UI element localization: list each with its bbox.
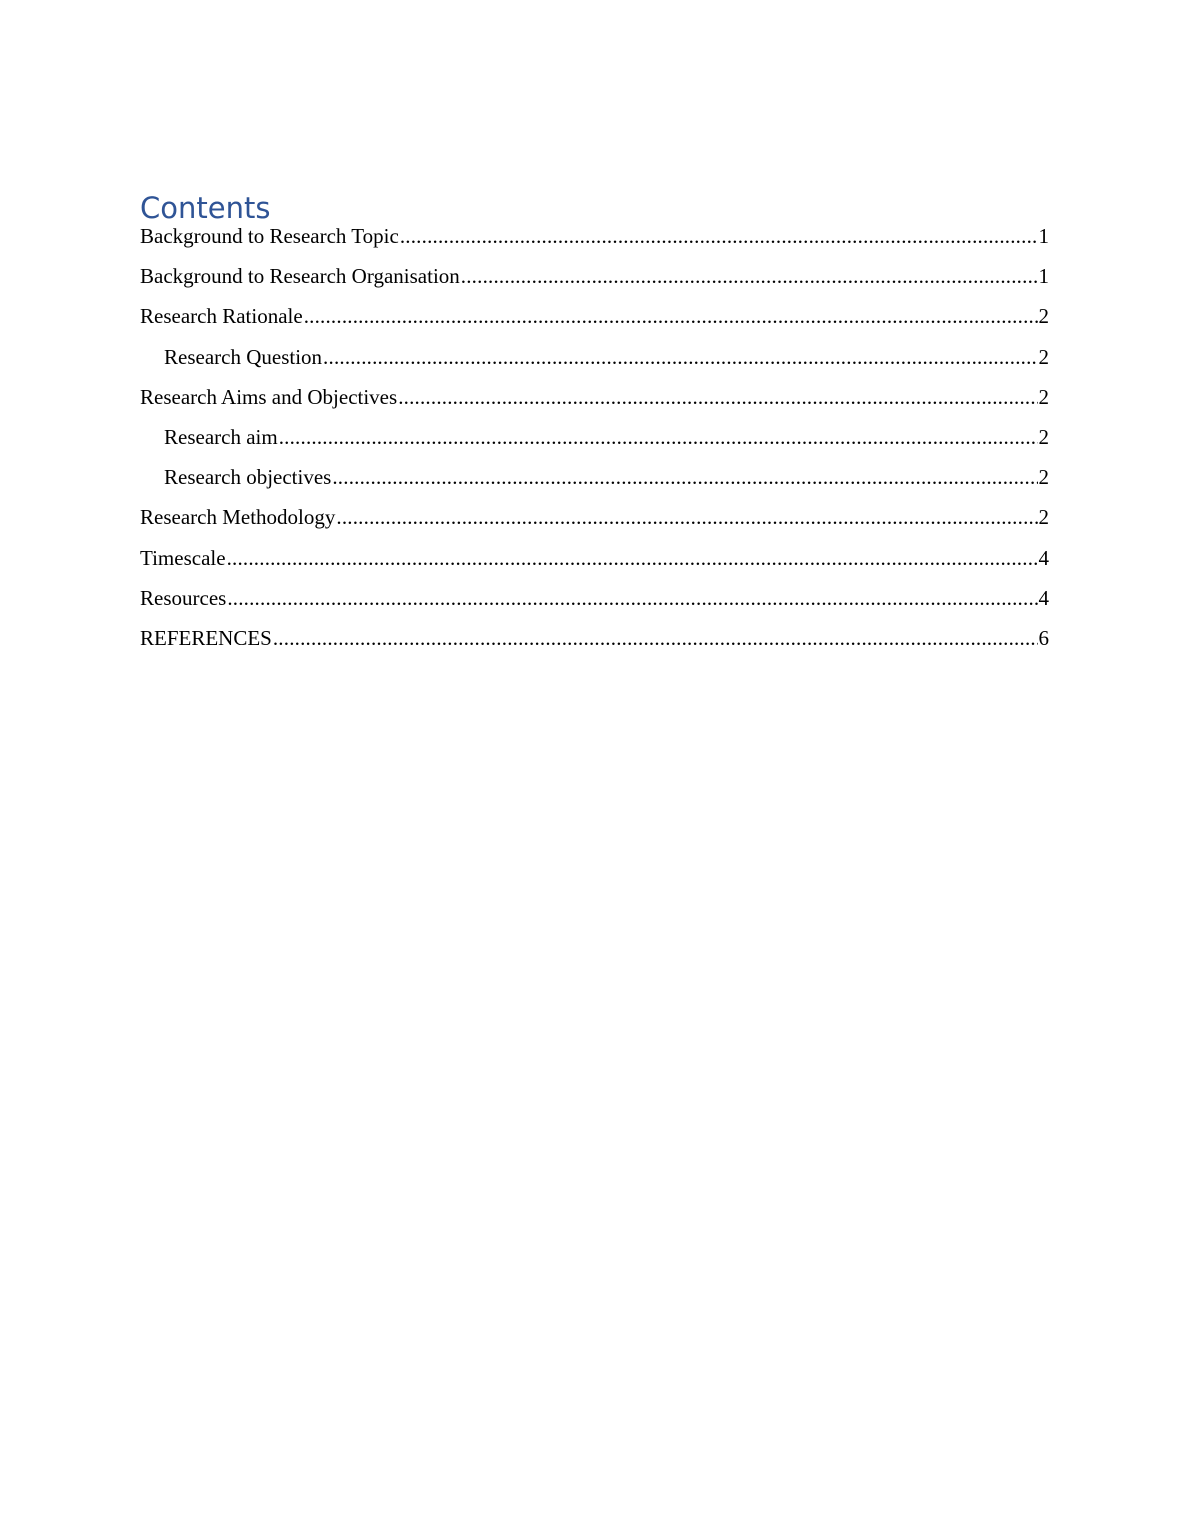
toc-entry-page-number: 4 (1038, 585, 1049, 610)
toc-title: Contents (140, 191, 271, 225)
toc-dot-leader (227, 546, 1038, 571)
toc-entry-page-number: 2 (1038, 424, 1049, 449)
toc-entry-page-number: 1 (1038, 224, 1049, 248)
toc-entry-label: Research Methodology (140, 505, 336, 530)
toc-entry-label: Research aim (164, 424, 278, 449)
toc-entry-research-objectives[interactable] (140, 465, 1049, 505)
toc-dot-leader (398, 385, 1037, 410)
toc-entry-page-number: 6 (1038, 625, 1049, 650)
toc-entry-label: Research objectives (164, 465, 332, 490)
toc-entry-label: REFERENCES (140, 625, 272, 650)
toc-dot-leader (279, 425, 1038, 450)
toc-entry-references[interactable] (140, 626, 1049, 666)
toc-entry-page-number: 2 (1038, 505, 1049, 530)
toc-dot-leader (336, 505, 1037, 530)
toc-entry-background-research-organisation[interactable] (140, 264, 1049, 304)
toc-dot-leader (227, 586, 1037, 611)
toc-dot-leader (332, 465, 1037, 490)
toc-entry-background-research-topic[interactable] (140, 224, 1049, 264)
toc-entry-label: Research Question (164, 344, 323, 369)
toc-entry-label: Background to Research Topic (140, 224, 399, 248)
toc-entry-page-number: 1 (1038, 264, 1049, 289)
toc-entry-page-number: 2 (1038, 304, 1049, 329)
toc-entry-timescale[interactable] (140, 546, 1049, 586)
toc-dot-leader (461, 264, 1038, 289)
toc-dot-leader (273, 626, 1038, 651)
toc-dot-leader (400, 224, 1038, 249)
toc-entry-research-question[interactable] (140, 345, 1049, 385)
toc-entry-research-aim[interactable] (140, 425, 1049, 465)
toc-entry-label: Research Rationale (140, 304, 303, 329)
toc-entry-label: Research Aims and Objectives (140, 384, 398, 409)
toc-entry-research-aims-objectives[interactable] (140, 385, 1049, 425)
toc-entry-page-number: 2 (1038, 384, 1049, 409)
toc-list (140, 224, 1049, 666)
toc-entry-page-number: 4 (1038, 545, 1049, 570)
toc-entry-resources[interactable] (140, 586, 1049, 626)
toc-entry-research-rationale[interactable] (140, 304, 1049, 344)
toc-entry-label: Timescale (140, 545, 226, 570)
toc-entry-label: Background to Research Organisation (140, 264, 460, 289)
toc-entry-page-number: 2 (1038, 344, 1049, 369)
toc-entry-label: Resources (140, 585, 227, 610)
toc-dot-leader (323, 345, 1037, 370)
toc-dot-leader (304, 304, 1038, 329)
toc-entry-research-methodology[interactable] (140, 505, 1049, 545)
table-of-contents (140, 188, 1049, 666)
toc-entry-page-number: 2 (1038, 465, 1049, 490)
